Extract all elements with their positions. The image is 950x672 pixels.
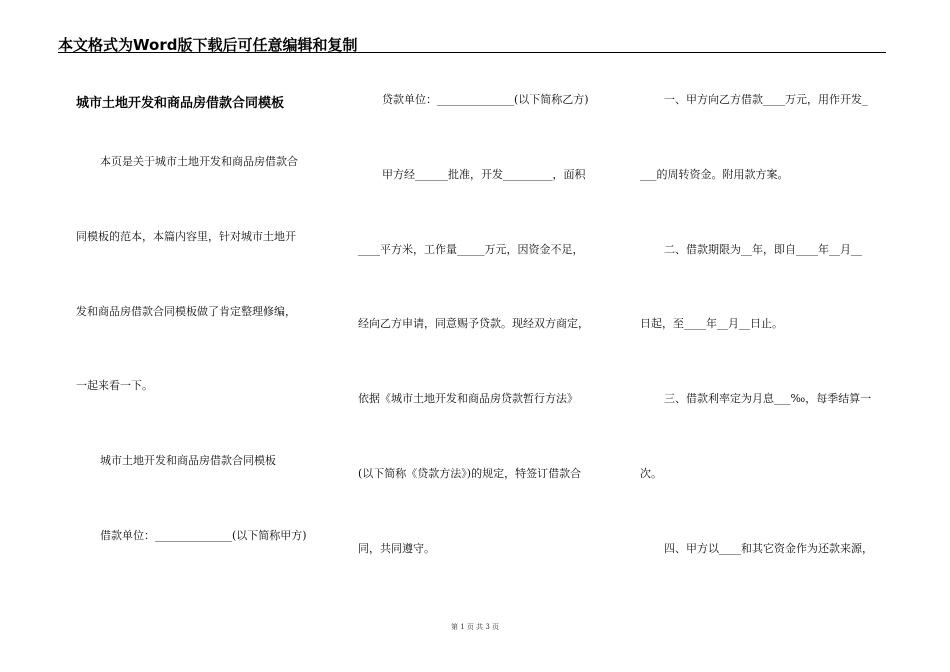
paragraph-line: 经向乙方申请，同意赐予贷款。现经双方商定，: [358, 317, 589, 330]
paragraph-line: 发和商品房借款合同模板做了肯定整理修编，: [76, 305, 296, 318]
column-2: [358, 0, 614, 672]
paragraph-line: 日起，至____年__月__日止。: [640, 317, 783, 330]
paragraph-line: ___的周转资金。附用款方案。: [640, 168, 789, 181]
paragraph-line: 二、借款期限为__年，即自____年__月__: [664, 243, 862, 256]
column-3: [640, 0, 890, 672]
paragraph-line: 四、甲方以____和其它资金作为还款来源，: [664, 542, 873, 555]
header-title: 本文格式为Word版下载后可任意编辑和复制: [58, 36, 358, 54]
paragraph-line: 同，共同遵守。: [358, 542, 435, 555]
paragraph-line: 借款单位：______________(以下简称甲方): [100, 529, 307, 542]
paragraph-line: ____平方米，工作量_____万元，因资金不足，: [358, 243, 584, 256]
paragraph-line: 同模板的范本，本篇内容里，针对城市土地开: [76, 230, 296, 243]
paragraph-line: 城市土地开发和商品房借款合同模板: [100, 454, 276, 467]
column-1: [76, 0, 338, 672]
paragraph-line: (以下简称《贷款方法》)的规定，特签订借款合: [358, 467, 582, 480]
paragraph-line: 贷款单位：______________(以下简称乙方): [382, 93, 589, 106]
paragraph-line: 本页是关于城市土地开发和商品房借款合: [100, 155, 298, 168]
document-title: 城市土地开发和商品房借款合同模板: [76, 96, 285, 111]
paragraph-line: 甲方经______批准，开发_________，面积: [382, 168, 586, 181]
paragraph-line: 一起来看一下。: [76, 379, 153, 392]
paragraph-line: 依据《城市土地开发和商品房贷款暂行方法》: [358, 392, 578, 405]
paragraph-line: 一、甲方向乙方借款____万元，用作开发_: [664, 93, 868, 106]
paragraph-line: 次。: [640, 467, 662, 480]
page-number: 第 1 页 共 3 页: [450, 623, 500, 631]
paragraph-line: 三、借款利率定为月息___‰，每季结算一: [664, 392, 872, 405]
